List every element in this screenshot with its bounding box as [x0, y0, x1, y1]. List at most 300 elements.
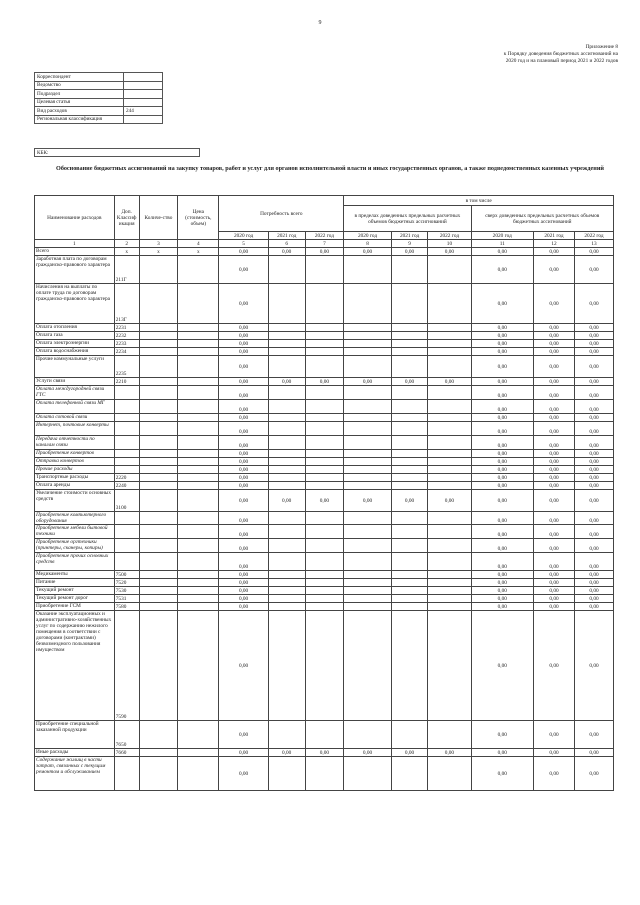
quantity-cell [139, 611, 178, 721]
expense-name: Текущий ремонт дорог [35, 595, 115, 603]
amount-cell: 0,00 [471, 414, 534, 422]
amount-cell: 0,00 [471, 356, 534, 378]
expense-name: Всего [35, 248, 115, 256]
column-number: 4 [178, 240, 219, 248]
amount-cell [344, 400, 391, 414]
expense-name: Оплата отопления [35, 324, 115, 332]
price-cell [178, 348, 219, 356]
table-row [35, 378, 614, 386]
classification-code: 7531 [114, 595, 139, 603]
amount-cell: 0,00 [534, 466, 575, 474]
amount-cell [391, 436, 428, 450]
column-number: 6 [268, 240, 305, 248]
amount-cell [428, 571, 471, 579]
price-cell [178, 539, 219, 553]
amount-cell: 0,00 [391, 378, 428, 386]
code-row [35, 81, 163, 90]
classification-code: 3100 [114, 490, 139, 512]
amount-cell [428, 332, 471, 340]
amount-cell: 0,00 [534, 414, 575, 422]
quantity-cell [139, 414, 178, 422]
amount-cell: 0,00 [471, 749, 534, 757]
amount-cell: 0,00 [219, 482, 269, 490]
amount-cell: 0,00 [391, 490, 428, 512]
amount-cell: 0,00 [471, 482, 534, 490]
amount-cell: 0,00 [574, 324, 613, 332]
amount-cell: 0,00 [574, 603, 613, 611]
classification-code: х [114, 248, 139, 256]
amount-cell: 0,00 [574, 539, 613, 553]
amount-cell: 0,00 [219, 340, 269, 348]
amount-cell: 0,00 [219, 587, 269, 595]
amount-cell: 0,00 [305, 248, 344, 256]
amount-cell: 0,00 [471, 587, 534, 595]
quantity-cell [139, 348, 178, 356]
header-year: 2020 год [344, 232, 391, 240]
amount-cell: 0,00 [219, 458, 269, 466]
table-row [35, 490, 614, 512]
expense-name: Оплата водоснабжения [35, 348, 115, 356]
quantity-cell: х [139, 248, 178, 256]
classification-code: 7520 [114, 579, 139, 587]
column-number: 13 [574, 240, 613, 248]
amount-cell [268, 284, 305, 324]
amount-cell [428, 348, 471, 356]
classification-code: 7650 [114, 721, 139, 749]
header-year: 2022 год [574, 232, 613, 240]
amount-cell: 0,00 [574, 356, 613, 378]
amount-cell: 0,00 [574, 721, 613, 749]
amount-cell [391, 539, 428, 553]
amount-cell: 0,00 [219, 757, 269, 791]
table-row [35, 512, 614, 525]
amount-cell: 0,00 [534, 378, 575, 386]
table-row [35, 595, 614, 603]
amount-cell: 0,00 [574, 248, 613, 256]
amount-cell [305, 525, 344, 539]
amount-cell [428, 436, 471, 450]
amount-cell [305, 587, 344, 595]
amount-cell [344, 386, 391, 400]
amount-cell: 0,00 [428, 248, 471, 256]
price-cell [178, 422, 219, 436]
amount-cell: 0,00 [471, 757, 534, 791]
amount-cell [344, 611, 391, 721]
classification-code [114, 539, 139, 553]
amount-cell: 0,00 [219, 603, 269, 611]
amount-cell [428, 386, 471, 400]
amount-cell [268, 436, 305, 450]
amount-cell [305, 256, 344, 284]
amount-cell [391, 400, 428, 414]
amount-cell: 0,00 [219, 490, 269, 512]
header-year: 2021 год [391, 232, 428, 240]
expense-name: Приобретение мебели бытовой техники [35, 525, 115, 539]
price-cell [178, 436, 219, 450]
expense-name: Приобретение оргтехники (принтеры, сканеры, копиры) [35, 539, 115, 553]
amount-cell: 0,00 [574, 400, 613, 414]
table-row [35, 482, 614, 490]
table-row [35, 450, 614, 458]
amount-cell [305, 512, 344, 525]
amount-cell: 0,00 [574, 378, 613, 386]
price-cell [178, 378, 219, 386]
amount-cell: 0,00 [471, 386, 534, 400]
amount-cell [391, 466, 428, 474]
quantity-cell [139, 757, 178, 791]
amount-cell [428, 422, 471, 436]
quantity-cell [139, 400, 178, 414]
table-row [35, 324, 614, 332]
amount-cell: 0,00 [574, 332, 613, 340]
amount-cell: 0,00 [574, 340, 613, 348]
amount-cell: 0,00 [534, 436, 575, 450]
amount-cell [268, 587, 305, 595]
expense-name: Иные расходы [35, 749, 115, 757]
code-row [35, 90, 163, 99]
amount-cell [391, 482, 428, 490]
amount-cell [268, 332, 305, 340]
quantity-cell [139, 422, 178, 436]
column-number: 2 [114, 240, 139, 248]
column-number: 7 [305, 240, 344, 248]
table-row [35, 757, 614, 791]
appendix-line: к Порядку доведения бюджетных ассигнований на [503, 50, 618, 57]
header-price: Цена (стоимость, объем) [178, 196, 219, 240]
quantity-cell [139, 482, 178, 490]
classification-code [114, 400, 139, 414]
column-number: 5 [219, 240, 269, 248]
quantity-cell [139, 587, 178, 595]
amount-cell [344, 348, 391, 356]
amount-cell [391, 332, 428, 340]
amount-cell [344, 324, 391, 332]
amount-cell [268, 324, 305, 332]
expense-name: Начисления на выплаты по оплате труда по договорам гражданско-правового характера [35, 284, 115, 324]
quantity-cell [139, 490, 178, 512]
price-cell [178, 579, 219, 587]
classification-code: 7580 [114, 603, 139, 611]
price-cell [178, 256, 219, 284]
amount-cell [268, 256, 305, 284]
amount-cell [305, 348, 344, 356]
amount-cell [268, 611, 305, 721]
expense-name: Оплата аренды [35, 482, 115, 490]
amount-cell [305, 340, 344, 348]
amount-cell [428, 603, 471, 611]
amount-cell [305, 721, 344, 749]
classification-code [114, 386, 139, 400]
amount-cell [344, 450, 391, 458]
code-label: Ведомство [35, 81, 124, 90]
amount-cell: 0,00 [219, 450, 269, 458]
amount-cell [391, 386, 428, 400]
amount-cell [344, 436, 391, 450]
amount-cell: 0,00 [574, 284, 613, 324]
amount-cell [268, 539, 305, 553]
amount-cell [268, 482, 305, 490]
classification-code [114, 422, 139, 436]
amount-cell [268, 553, 305, 571]
amount-cell: 0,00 [534, 749, 575, 757]
amount-cell: 0,00 [534, 256, 575, 284]
amount-cell [344, 332, 391, 340]
amount-cell [428, 757, 471, 791]
classification-code: 7660 [114, 749, 139, 757]
amount-cell [391, 340, 428, 348]
quantity-cell [139, 356, 178, 378]
amount-cell: 0,00 [471, 721, 534, 749]
header-year: 2020 год [471, 232, 534, 240]
amount-cell [428, 324, 471, 332]
amount-cell [268, 386, 305, 400]
amount-cell [428, 414, 471, 422]
amount-cell [391, 553, 428, 571]
amount-cell [268, 348, 305, 356]
price-cell [178, 553, 219, 571]
amount-cell [391, 512, 428, 525]
code-value [124, 115, 163, 124]
expense-name: Питание [35, 579, 115, 587]
expense-name: Оплата электроэнергии [35, 340, 115, 348]
amount-cell: 0,00 [219, 539, 269, 553]
amount-cell [344, 721, 391, 749]
amount-cell: 0,00 [574, 749, 613, 757]
quantity-cell [139, 603, 178, 611]
amount-cell: 0,00 [268, 378, 305, 386]
amount-cell: 0,00 [471, 256, 534, 284]
amount-cell [344, 414, 391, 422]
amount-cell: 0,00 [471, 340, 534, 348]
amount-cell: 0,00 [471, 458, 534, 466]
quantity-cell [139, 553, 178, 571]
amount-cell [305, 400, 344, 414]
amount-cell: 0,00 [574, 458, 613, 466]
amount-cell: 0,00 [534, 422, 575, 436]
table-row [35, 553, 614, 571]
amount-cell: 0,00 [471, 248, 534, 256]
amount-cell: 0,00 [391, 749, 428, 757]
amount-cell: 0,00 [574, 571, 613, 579]
amount-cell [268, 450, 305, 458]
amount-cell [268, 579, 305, 587]
amount-cell [344, 571, 391, 579]
amount-cell: 0,00 [471, 579, 534, 587]
expense-name: Увеличение стоимости основных средств [35, 490, 115, 512]
classification-code [114, 458, 139, 466]
price-cell [178, 458, 219, 466]
appendix-note [428, 44, 618, 64]
amount-cell: 0,00 [219, 332, 269, 340]
table-row [35, 386, 614, 400]
amount-cell [391, 474, 428, 482]
column-number: 8 [344, 240, 391, 248]
amount-cell [428, 721, 471, 749]
amount-cell [344, 595, 391, 603]
amount-cell: 0,00 [428, 490, 471, 512]
amount-cell [344, 256, 391, 284]
amount-cell: 0,00 [574, 757, 613, 791]
amount-cell: 0,00 [534, 340, 575, 348]
amount-cell [268, 466, 305, 474]
classification-code: 7590 [114, 611, 139, 721]
amount-cell: 0,00 [428, 378, 471, 386]
amount-cell: 0,00 [219, 595, 269, 603]
amount-cell: 0,00 [219, 611, 269, 721]
amount-cell: 0,00 [471, 553, 534, 571]
amount-cell [268, 603, 305, 611]
quantity-cell [139, 256, 178, 284]
table-row [35, 539, 614, 553]
classification-code: 2233 [114, 340, 139, 348]
amount-cell [391, 422, 428, 436]
amount-cell [305, 284, 344, 324]
amount-cell [305, 324, 344, 332]
price-cell [178, 474, 219, 482]
amount-cell [268, 414, 305, 422]
code-row [35, 98, 163, 107]
amount-cell [305, 466, 344, 474]
amount-cell [391, 757, 428, 791]
price-cell [178, 611, 219, 721]
amount-cell [391, 603, 428, 611]
classification-code [114, 512, 139, 525]
amount-cell: 0,00 [219, 553, 269, 571]
amount-cell [428, 256, 471, 284]
amount-cell: 0,00 [574, 348, 613, 356]
appendix-line: 2020 год и на плановый период 2021 и 2022 годов [505, 57, 618, 64]
code-value: 244 [124, 107, 163, 116]
expense-name: Содержание жилищ в части затрат, связанных с текущим ремонтом и обслуживанием [35, 757, 115, 791]
column-number: 10 [428, 240, 471, 248]
amount-cell [428, 587, 471, 595]
header-including: в том числе [344, 196, 614, 206]
quantity-cell [139, 525, 178, 539]
amount-cell: 0,00 [219, 749, 269, 757]
quantity-cell [139, 340, 178, 348]
kbk-box [34, 148, 200, 157]
quantity-cell [139, 378, 178, 386]
quantity-cell [139, 436, 178, 450]
quantity-cell [139, 749, 178, 757]
amount-cell: 0,00 [305, 490, 344, 512]
quantity-cell [139, 539, 178, 553]
amount-cell [428, 474, 471, 482]
price-cell [178, 414, 219, 422]
price-cell [178, 587, 219, 595]
amount-cell [344, 466, 391, 474]
classification-code [114, 553, 139, 571]
amount-cell [391, 571, 428, 579]
classification-code: 2240 [114, 482, 139, 490]
amount-cell: 0,00 [268, 749, 305, 757]
amount-cell: 0,00 [219, 525, 269, 539]
amount-cell [344, 603, 391, 611]
classification-codes-table [34, 72, 163, 124]
price-cell [178, 466, 219, 474]
code-label: Целевая статья [35, 98, 124, 107]
amount-cell: 0,00 [534, 386, 575, 400]
price-cell: х [178, 248, 219, 256]
header-year: 2021 год [534, 232, 575, 240]
amount-cell [305, 414, 344, 422]
amount-cell: 0,00 [219, 414, 269, 422]
amount-cell: 0,00 [471, 422, 534, 436]
code-row [35, 107, 163, 116]
amount-cell: 0,00 [574, 414, 613, 422]
price-cell [178, 450, 219, 458]
expense-name: Медикаменты [35, 571, 115, 579]
expense-name: Передача отчетности по каналам связи [35, 436, 115, 450]
classification-code: 7530 [114, 587, 139, 595]
expense-name: Приобретение компьютерного оборудования [35, 512, 115, 525]
amount-cell: 0,00 [471, 378, 534, 386]
classification-code: 211Г [114, 256, 139, 284]
table-row [35, 466, 614, 474]
header-quantity: Количе-ство [139, 196, 178, 240]
amount-cell [428, 458, 471, 466]
column-number: 11 [471, 240, 534, 248]
amount-cell: 0,00 [219, 571, 269, 579]
amount-cell [305, 474, 344, 482]
amount-cell [305, 553, 344, 571]
amount-cell: 0,00 [219, 324, 269, 332]
appendix-line: Приложение 8 [585, 44, 618, 50]
amount-cell [305, 539, 344, 553]
price-cell [178, 595, 219, 603]
table-row [35, 256, 614, 284]
quantity-cell [139, 595, 178, 603]
expense-name: Заработная плата по договорам гражданско-правового характера [35, 256, 115, 284]
amount-cell [305, 603, 344, 611]
table-row [35, 749, 614, 757]
amount-cell [391, 611, 428, 721]
amount-cell: 0,00 [534, 248, 575, 256]
code-label: Региональная классификация [35, 115, 124, 124]
price-cell [178, 386, 219, 400]
amount-cell: 0,00 [219, 436, 269, 450]
amount-cell [305, 332, 344, 340]
amount-cell [305, 595, 344, 603]
quantity-cell [139, 571, 178, 579]
quantity-cell [139, 579, 178, 587]
amount-cell [391, 458, 428, 466]
amount-cell: 0,00 [471, 525, 534, 539]
amount-cell: 0,00 [534, 579, 575, 587]
amount-cell: 0,00 [471, 436, 534, 450]
amount-cell [268, 474, 305, 482]
table-row [35, 474, 614, 482]
expense-name: Прочие расходы [35, 466, 115, 474]
code-value [124, 90, 163, 99]
price-cell [178, 603, 219, 611]
amount-cell: 0,00 [344, 490, 391, 512]
amount-cell [344, 422, 391, 436]
amount-cell: 0,00 [574, 611, 613, 721]
amount-cell: 0,00 [574, 256, 613, 284]
amount-cell: 0,00 [534, 571, 575, 579]
amount-cell [305, 458, 344, 466]
amount-cell: 0,00 [534, 458, 575, 466]
classification-code [114, 414, 139, 422]
price-cell [178, 512, 219, 525]
table-row [35, 348, 614, 356]
amount-cell [305, 579, 344, 587]
expense-name: Текущий ремонт [35, 587, 115, 595]
amount-cell [305, 757, 344, 791]
amount-cell: 0,00 [471, 324, 534, 332]
amount-cell [391, 414, 428, 422]
